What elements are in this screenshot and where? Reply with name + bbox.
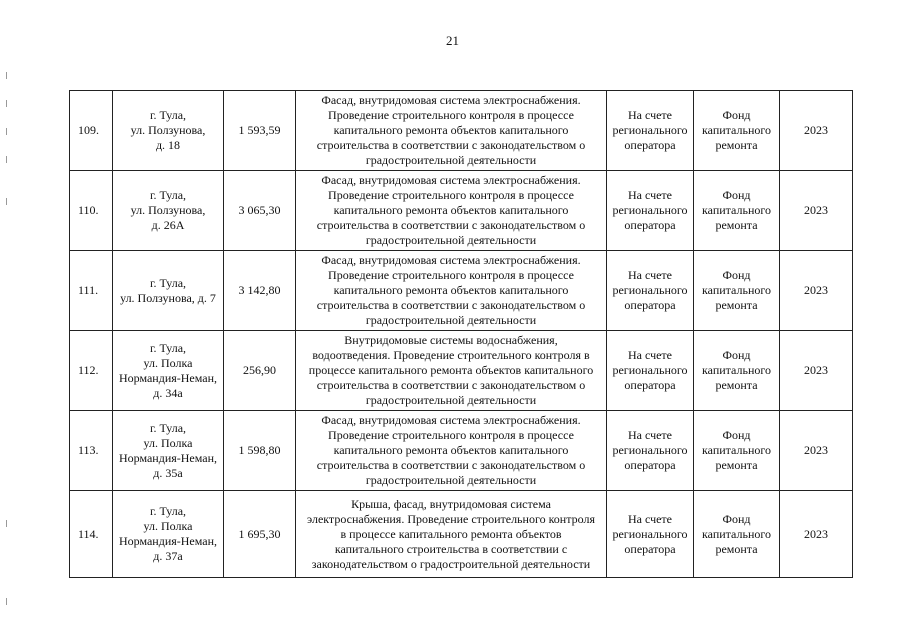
account-cell-line: На счете (627, 511, 672, 526)
address-cell-line: г. Тула, (149, 275, 187, 290)
work-description-cell-line: градостроительной деятельности (365, 153, 537, 167)
work-description-cell-line: капитального ремонта объектов капитального (333, 123, 569, 137)
funding-source-cell-line: капитального (702, 203, 771, 217)
address-cell-line: г. Тула, (149, 340, 187, 355)
account-cell-line: регионального (612, 443, 688, 457)
funding-source-cell (694, 171, 780, 251)
work-description-cell (296, 91, 607, 171)
work-description-cell-line: Проведение строительного контроля в процессе (328, 268, 574, 282)
address-cell-line: ул. Полка (143, 519, 193, 533)
page-number: 21 (446, 33, 459, 48)
address-cell-line: Нормандия-Неман, (118, 450, 218, 465)
funding-source-cell-line: капитального (702, 283, 771, 297)
account-cell (607, 411, 694, 491)
account-cell (607, 331, 694, 411)
table-row (70, 331, 853, 411)
work-description-cell-line: в процессе капитального ремонта объектов (340, 526, 562, 541)
work-description-cell-line: законодательством о градостроительной деятельности (311, 556, 591, 571)
year-cell: 2023 (780, 91, 853, 171)
table-row (70, 91, 853, 171)
funding-source-cell (694, 91, 780, 171)
address-cell-line: г. Тула, (149, 108, 187, 122)
funding-source-cell-line: Фонд (722, 108, 751, 122)
account-cell-line: регионального (612, 283, 688, 297)
table-row (70, 411, 853, 491)
work-description-cell (296, 251, 607, 331)
cost-cell: 1 695,30 (224, 491, 296, 578)
table-row (70, 251, 853, 331)
address-cell-line: ул. Ползунова, (130, 123, 206, 137)
funding-source-cell-line: Фонд (722, 511, 751, 526)
margin-mark (6, 520, 7, 527)
address-cell-line: ул. Ползунова, (130, 203, 206, 217)
row-number: 112. (70, 331, 113, 411)
address-cell-line: д. 18 (155, 138, 181, 152)
year-cell: 2023 (780, 491, 853, 578)
address-cell-line: Нормандия-Неман, (118, 370, 218, 385)
account-cell-line: оператора (624, 298, 676, 312)
row-number: 111. (70, 251, 113, 331)
year-cell: 2023 (780, 171, 853, 251)
work-description-cell-line: Проведение строительного контроля в процессе (328, 428, 574, 442)
year-cell: 2023 (780, 411, 853, 491)
funding-source-cell (694, 491, 780, 578)
account-cell-line: На счете (627, 348, 672, 362)
address-cell-line: Нормандия-Неман, (118, 534, 218, 548)
row-number: 109. (70, 91, 113, 171)
cost-cell: 3 142,80 (224, 251, 296, 331)
margin-mark (6, 156, 7, 163)
work-description-cell (296, 411, 607, 491)
account-cell-line: На счете (627, 188, 672, 202)
work-description-cell-line: строительства в соответствии с законодательством о (316, 138, 586, 152)
address-cell-line: д. 34а (153, 385, 183, 400)
row-number: 113. (70, 411, 113, 491)
address-cell-line: д. 35а (153, 465, 183, 480)
work-description-cell-line: Фасад, внутридомовая система электроснабжения. (321, 253, 581, 267)
funding-source-cell-line: Фонд (722, 428, 751, 442)
funding-source-cell-line: ремонта (715, 298, 758, 312)
work-description-cell-line: Внутридомовые системы водоснабжения, (344, 333, 558, 347)
account-cell-line: На счете (627, 268, 672, 282)
work-description-cell (296, 331, 607, 411)
account-cell-line: регионального (612, 526, 688, 541)
funding-source-cell-line: ремонта (715, 541, 758, 556)
work-description-cell-line: капитального ремонта объектов капитального (333, 443, 569, 457)
account-cell (607, 91, 694, 171)
funding-source-cell-line: капитального (702, 363, 771, 377)
address-cell (113, 411, 224, 491)
registry-table (69, 90, 853, 578)
address-cell-line: г. Тула, (149, 420, 187, 435)
work-description-cell-line: строительства в соответствии с законодательством о (316, 298, 586, 312)
address-cell-line: д. 26А (151, 218, 185, 232)
address-cell (113, 91, 224, 171)
funding-source-cell-line: ремонта (715, 138, 758, 152)
work-description-cell-line: Фасад, внутридомовая система электроснабжения. (321, 173, 581, 187)
funding-source-cell-line: Фонд (722, 268, 751, 282)
funding-source-cell (694, 331, 780, 411)
work-description-cell-line: строительства в соответствии с законодательством о (316, 458, 586, 472)
year-cell: 2023 (780, 251, 853, 331)
cost-cell: 3 065,30 (224, 171, 296, 251)
account-cell (607, 171, 694, 251)
work-description-cell-line: градостроительной деятельности (365, 393, 537, 407)
funding-source-cell-line: капитального (702, 443, 771, 457)
margin-mark (6, 198, 7, 205)
work-description-cell-line: Фасад, внутридомовая система электроснабжения. (321, 93, 581, 107)
address-cell (113, 171, 224, 251)
address-cell (113, 251, 224, 331)
cost-cell: 256,90 (224, 331, 296, 411)
account-cell-line: регионального (612, 363, 688, 377)
funding-source-cell-line: ремонта (715, 218, 758, 232)
margin-mark (6, 598, 7, 605)
account-cell (607, 491, 694, 578)
funding-source-cell-line: капитального (702, 123, 771, 137)
work-description-cell-line: капитального ремонта объектов капитального (333, 203, 569, 217)
account-cell-line: На счете (627, 108, 672, 122)
account-cell-line: оператора (624, 218, 676, 232)
work-description-cell-line: строительства в соответствии с законодательством о (316, 218, 586, 232)
funding-source-cell (694, 251, 780, 331)
work-description-cell-line: Фасад, внутридомовая система электроснабжения. (321, 413, 581, 427)
address-cell-line: г. Тула, (149, 504, 187, 518)
row-number: 110. (70, 171, 113, 251)
account-cell-line: регионального (612, 203, 688, 217)
address-cell (113, 331, 224, 411)
cost-cell: 1 593,59 (224, 91, 296, 171)
account-cell-line: На счете (627, 428, 672, 442)
funding-source-cell-line: Фонд (722, 348, 751, 362)
row-number: 114. (70, 491, 113, 578)
work-description-cell-line: Крыша, фасад, внутридомовая система (351, 496, 551, 511)
work-description-cell-line: Проведение строительного контроля в процессе (328, 188, 574, 202)
account-cell-line: оператора (624, 378, 676, 392)
account-cell-line: оператора (624, 138, 676, 152)
account-cell-line: регионального (612, 123, 688, 137)
work-description-cell (296, 171, 607, 251)
work-description-cell-line: градостроительной деятельности (365, 233, 537, 247)
margin-mark (6, 72, 7, 79)
work-description-cell-line: строительства в соответствии с законодательством о (316, 378, 586, 392)
margin-mark (6, 128, 7, 135)
table-body (70, 91, 853, 578)
work-description-cell-line: Проведение строительного контроля в процессе (328, 108, 574, 122)
work-description-cell-line: водоотведения. Проведение строительного контроля в (312, 348, 590, 362)
address-cell-line: д. 37а (153, 549, 183, 563)
work-description-cell (296, 491, 607, 578)
work-description-cell-line: процессе капитального ремонта объектов капитального (308, 363, 594, 377)
year-cell: 2023 (780, 331, 853, 411)
work-description-cell-line: электроснабжения. Проведение строительного контроля (307, 511, 595, 526)
margin-mark (6, 100, 7, 107)
funding-source-cell-line: капитального (702, 526, 771, 541)
address-cell (113, 491, 224, 578)
address-cell-line: ул. Полка (143, 355, 193, 370)
address-cell-line: г. Тула, (149, 188, 187, 202)
funding-source-cell (694, 411, 780, 491)
cost-cell: 1 598,80 (224, 411, 296, 491)
work-description-cell-line: градостроительной деятельности (365, 473, 537, 487)
table-row (70, 491, 853, 578)
work-description-cell-line: градостроительной деятельности (365, 313, 537, 327)
address-cell-line: ул. Ползунова, д. 7 (120, 290, 216, 305)
work-description-cell-line: капитального строительства в соответствии с (334, 541, 568, 556)
account-cell (607, 251, 694, 331)
funding-source-cell-line: ремонта (715, 378, 758, 392)
table-row (70, 171, 853, 251)
work-description-cell-line: капитального ремонта объектов капитального (333, 283, 569, 297)
funding-source-cell-line: Фонд (722, 188, 751, 202)
account-cell-line: оператора (624, 541, 676, 556)
funding-source-cell-line: ремонта (715, 458, 758, 472)
address-cell-line: ул. Полка (143, 435, 193, 450)
account-cell-line: оператора (624, 458, 676, 472)
